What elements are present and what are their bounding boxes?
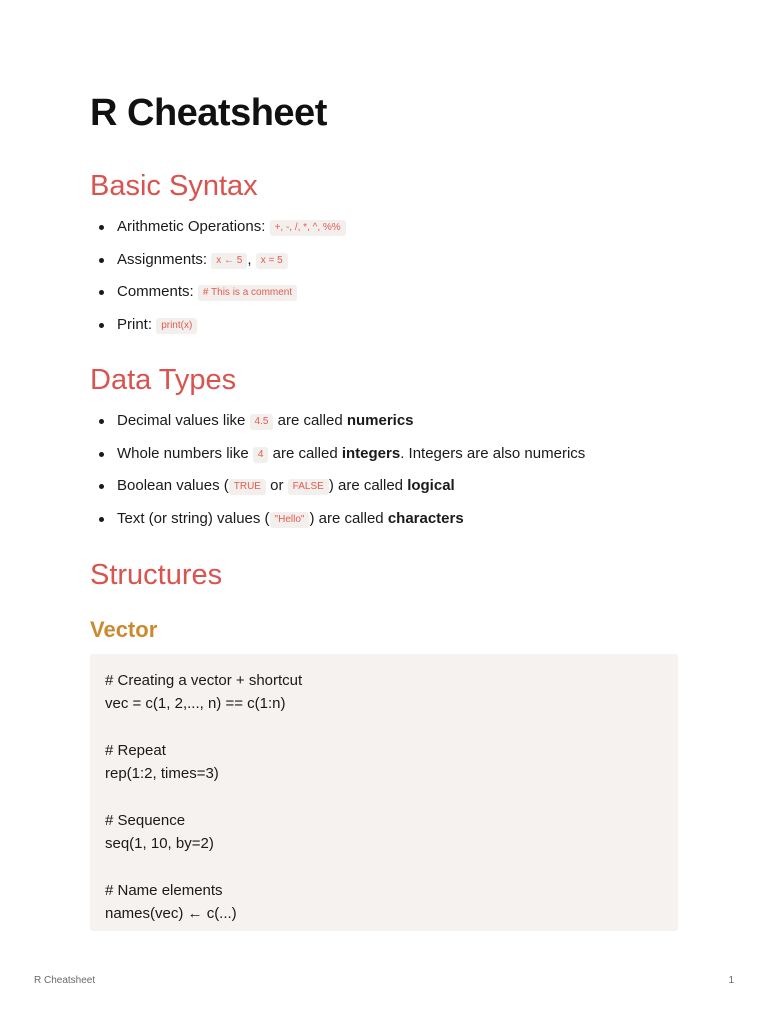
code-lines <box>105 669 302 925</box>
inline-code: "Hello" <box>270 512 310 528</box>
item-text: Decimal values like <box>117 412 250 429</box>
code-blank-line <box>105 855 302 878</box>
item-text: . Integers are also numerics <box>400 444 586 462</box>
item-text: or <box>265 477 288 494</box>
page-number: 1 <box>728 975 734 986</box>
inline-code: FALSE <box>288 479 329 495</box>
item-text: ) are called <box>309 509 388 527</box>
code-line: seq(1, 10, by=2) <box>105 835 214 853</box>
code-blank-line <box>105 716 302 739</box>
list-item <box>90 282 678 315</box>
code-line: vec = c(1, 2,..., n) == c(1:n) <box>105 695 286 713</box>
item-text: are called <box>273 412 347 429</box>
item-text: Text (or string) values ( <box>117 509 270 527</box>
inline-code: x = 5 <box>256 253 288 269</box>
footer-title: R Cheatsheet <box>34 975 96 986</box>
list-item <box>90 250 678 283</box>
item-bold-term: characters <box>387 509 464 527</box>
inline-code: print(x) <box>156 318 197 334</box>
inline-code: 4 <box>253 447 269 463</box>
basic-syntax-list <box>90 217 678 347</box>
section-heading-structures: Structures <box>90 559 223 591</box>
inline-code: TRUE <box>229 479 266 495</box>
code-line: # Repeat <box>105 741 166 759</box>
code-line: # Name elements <box>105 881 223 899</box>
list-item <box>90 476 678 509</box>
list-item <box>90 315 678 348</box>
list-item <box>90 444 678 477</box>
item-text: Boolean values ( <box>117 477 229 494</box>
section-heading-data-types: Data Types <box>90 364 237 396</box>
item-text: ) are called <box>328 477 408 494</box>
item-label: Comments: <box>117 283 198 300</box>
code-block <box>90 654 678 931</box>
data-types-list <box>90 411 678 541</box>
section-heading-basic-syntax: Basic Syntax <box>90 170 258 202</box>
list-item <box>90 411 678 444</box>
item-label: Arithmetic Operations: <box>117 218 270 235</box>
code-line: # Creating a vector + shortcut <box>105 672 303 689</box>
code-blank-line <box>105 785 302 808</box>
item-bold-term: logical <box>407 477 455 494</box>
code-line: names(vec) ← c(...) <box>105 904 237 922</box>
inline-code: # This is a comment <box>198 285 297 301</box>
inline-code: x ← 5 <box>211 253 247 269</box>
separator: , <box>247 250 252 268</box>
list-item <box>90 509 678 542</box>
subsection-heading-vector: Vector <box>90 617 158 642</box>
code-line: # Sequence <box>105 811 186 829</box>
item-label: Assignments: <box>117 250 212 268</box>
item-label: Print: <box>117 315 157 333</box>
inline-code: +, -, /, *, ^, %% <box>270 220 346 236</box>
code-line: rep(1:2, times=3) <box>105 765 219 783</box>
item-bold-term: integers <box>341 444 401 462</box>
item-bold-term: numerics <box>346 412 414 429</box>
item-text: are called <box>268 444 342 462</box>
item-text: Whole numbers like <box>117 444 253 462</box>
page-title: R Cheatsheet <box>90 92 327 134</box>
inline-code: 4.5 <box>250 414 274 430</box>
list-item <box>90 217 678 250</box>
